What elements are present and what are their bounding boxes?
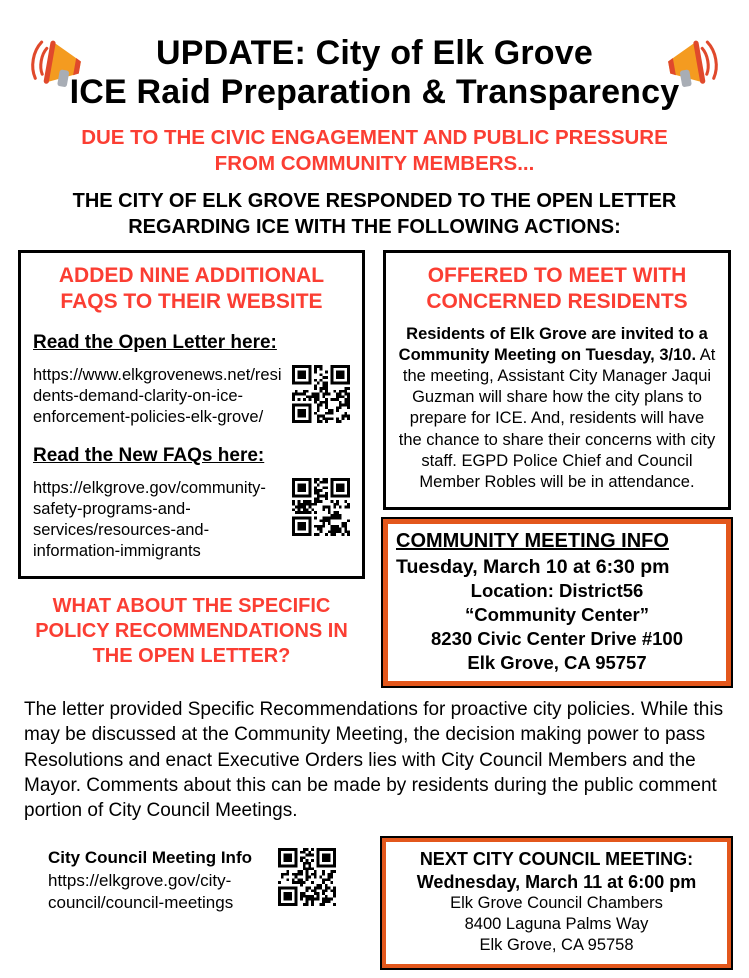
open-letter-label: Read the Open Letter here:: [33, 332, 277, 354]
next-council-meeting-box: [382, 838, 731, 967]
qr-code-icon: [278, 848, 336, 906]
council-meeting-info: [48, 848, 366, 913]
next-meeting-city: Elk Grove, CA 95758: [479, 935, 634, 954]
title-line-2: ICE Raid Preparation & Transparency: [69, 73, 680, 112]
black-subtitle-line-1: THE CITY OF ELK GROVE RESPONDED TO THE OPEN LETTER: [72, 189, 677, 212]
community-meeting-info-box: [383, 519, 731, 686]
next-meeting-heading: NEXT CITY COUNCIL MEETING:: [419, 849, 694, 870]
policy-heading: WHAT ABOUT THE SPECIFIC POLICY RECOMMENDATIONS IN THE OPEN LETTER?: [35, 594, 348, 667]
community-meeting-location-1: Location: District56: [470, 579, 644, 601]
community-meeting-datetime: Tuesday, March 10 at 6:30 pm: [396, 555, 670, 578]
page-title: [18, 34, 731, 113]
meeting-box: [383, 250, 731, 510]
meeting-paragraph: [398, 324, 716, 493]
left-column: [18, 250, 365, 669]
council-info-text: [48, 848, 266, 913]
community-meeting-info-heading: COMMUNITY MEETING INFO: [396, 529, 669, 552]
red-subtitle-line-1: DUE TO THE CIVIC ENGAGEMENT AND PUBLIC PRESSURE: [81, 125, 668, 149]
qr-code-icon: [292, 365, 350, 423]
faq-row: [33, 478, 350, 562]
red-subtitle-line-2: FROM COMMUNITY MEMBERS...: [214, 151, 535, 175]
next-meeting-venue: Elk Grove Council Chambers: [450, 894, 663, 913]
next-meeting-datetime: Wednesday, March 11 at 6:00 pm: [416, 871, 697, 892]
faq-box: [18, 250, 365, 579]
red-subtitle: [18, 125, 731, 177]
qr-code-icon: [292, 478, 350, 536]
flyer-header: [18, 34, 731, 113]
open-letter-url: https://www.elkgrovenews.net/residents-demand-clarity-on-ice-enforcement-policies-elk-grove/: [33, 366, 282, 426]
black-subtitle-line-2: REGARDING ICE WITH THE FOLLOWING ACTIONS:: [128, 215, 621, 238]
content-columns: [18, 250, 731, 687]
policy-body: The letter provided Specific Recommendations for proactive city policies. While this may be discussed at the Community Meeting, the decision making power to pass Resolutions and enact Executive Orders lies with City Council Members and the Mayor. Comments about this can be made by residents during the public comment portion of City Council Meetings.: [24, 699, 724, 822]
megaphone-icon: [655, 31, 724, 97]
community-meeting-address-1: 8230 Civic Center Drive #100: [431, 628, 683, 649]
community-meeting-location-2: “Community Center”: [465, 603, 649, 625]
meeting-body: At the meeting, Assistant City Manager Jaqui Guzman will share how the city plans to prepare for ICE. And, residents will have the chance to share their concerns with city staff. EGPD Police Chief and Council Member Robles will be in attendance.: [398, 346, 716, 491]
council-info-label: City Council Meeting Info: [48, 848, 252, 868]
community-meeting-address-2: Elk Grove, CA 95757: [467, 652, 647, 674]
black-subtitle: [18, 188, 731, 240]
megaphone-icon: [26, 31, 95, 97]
open-letter-row: [33, 365, 350, 428]
meeting-box-heading: OFFERED TO MEET WITH CONCERNED RESIDENTS: [426, 263, 688, 313]
faq-url: https://elkgrove.gov/community-safety-programs-and-services/resources-and-information-immigrants: [33, 478, 266, 560]
right-column: [383, 250, 731, 687]
council-info-url: https://elkgrove.gov/city-council/council-meetings: [48, 871, 234, 912]
faq-box-heading: ADDED NINE ADDITIONAL FAQS TO THEIR WEBSITE: [58, 263, 325, 313]
faq-label: Read the New FAQs here:: [33, 444, 265, 466]
bottom-row: [18, 838, 731, 967]
next-meeting-street: 8400 Laguna Palms Way: [464, 915, 649, 934]
meeting-intro: Residents of Elk Grove are invited to a Community Meeting on Tuesday, 3/10.: [398, 325, 708, 365]
title-line-1: UPDATE: City of Elk Grove: [156, 34, 593, 72]
